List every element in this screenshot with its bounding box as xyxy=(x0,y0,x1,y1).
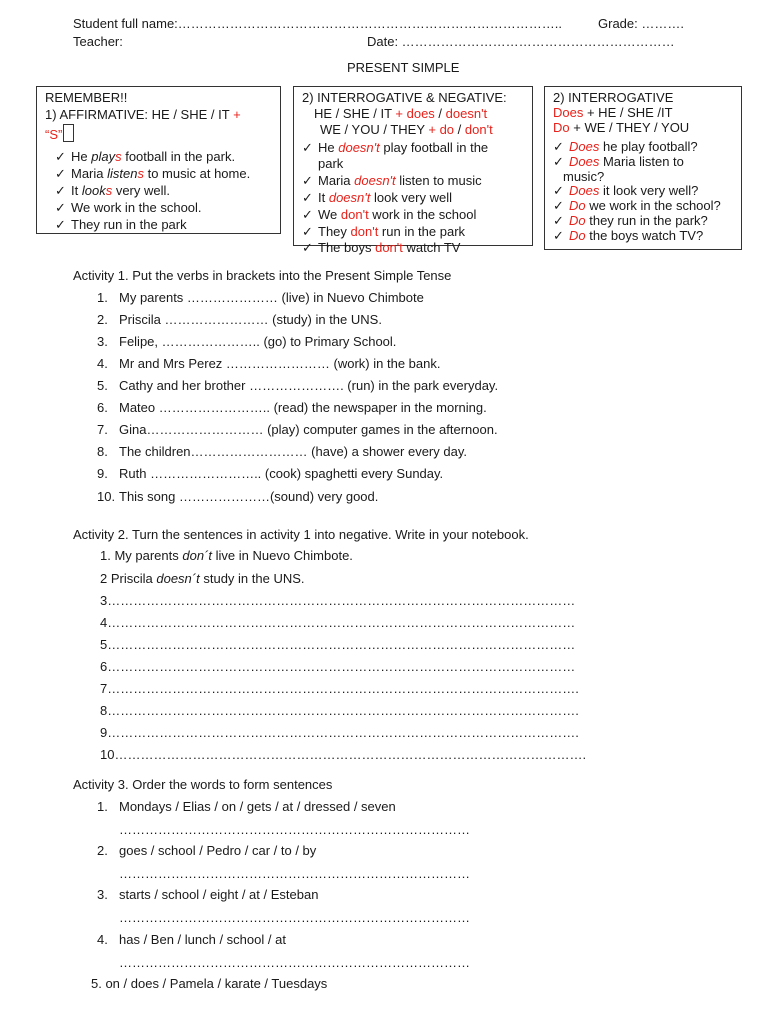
page-title: PRESENT SIMPLE xyxy=(347,60,460,75)
list-item: 1. Mondays / Elias / on / gets / at / dressed / seven xyxy=(97,799,396,814)
rule-line-do: Do + WE / THEY / YOU xyxy=(553,120,690,135)
list-item: 4. has / Ben / lunch / school / at xyxy=(97,932,286,947)
list-item: ✓ Maria doesn't listen to music xyxy=(302,173,482,188)
affirmative-rule-text: 1) AFFIRMATIVE: HE / SHE / IT xyxy=(45,107,234,122)
list-item: ✓ Does he play football? xyxy=(553,139,698,154)
remember-box xyxy=(36,86,281,234)
answer-blank[interactable]: ……………………………………………………………………… xyxy=(119,910,470,925)
list-item: ✓ We work in the school. xyxy=(55,200,202,215)
list-item: 2. goes / school / Pedro / car / to / by xyxy=(97,843,317,858)
interrogative-box xyxy=(544,86,742,250)
check-icon: ✓ xyxy=(55,200,66,215)
cursor-box xyxy=(63,124,74,142)
check-icon: ✓ xyxy=(553,213,564,228)
list-item: ✓ Do we work in the school? xyxy=(553,198,721,213)
list-item-clipped: ✓ The boys don't watch TV xyxy=(302,240,461,255)
list-item: ✓ It looks very well. xyxy=(55,183,170,198)
check-icon: ✓ xyxy=(55,217,66,232)
check-icon: ✓ xyxy=(553,139,564,154)
list-item: 1. My parents ………………… (live) in Nuevo Chimbote xyxy=(97,290,424,305)
check-icon: ✓ xyxy=(302,224,313,239)
rule-line-does: Does + HE / SHE /IT xyxy=(553,105,673,120)
check-icon: ✓ xyxy=(302,140,313,155)
list-item: ✓ It doesn't look very well xyxy=(302,190,452,205)
list-item: 4. Mr and Mrs Perez …………………… (work) in the bank. xyxy=(97,356,441,371)
check-icon: ✓ xyxy=(553,154,564,169)
list-item: ✓ Does it look very well? xyxy=(553,183,699,198)
answer-blank[interactable]: 7………………………………………………………………………………………………. xyxy=(100,681,579,696)
list-item: 2. Priscila …………………… (study) in the UNS. xyxy=(97,312,382,327)
answer-blank[interactable]: ……………………………………………………………………… xyxy=(119,822,470,837)
answer-blank[interactable]: 8………………………………………………………………………………………………. xyxy=(100,703,579,718)
activity2-title: Activity 2. Turn the sentences in activity 1 into negative. Write in your notebook. xyxy=(73,527,529,542)
list-item: 10. This song …………………(sound) very good. xyxy=(97,489,379,504)
check-icon: ✓ xyxy=(55,166,66,181)
interrogative-heading: 2) INTERROGATIVE xyxy=(553,90,674,105)
interrogative-negative-box xyxy=(293,86,533,255)
answer-blank[interactable]: 5……………………………………………………………………………………………… xyxy=(100,637,576,652)
activity3-title: Activity 3. Order the words to form sentences xyxy=(73,777,333,792)
plus-sign: + xyxy=(233,107,241,122)
list-item: ✓ Does Maria listen to xyxy=(553,154,684,169)
answer-blank[interactable]: ……………………………………………………………………… xyxy=(119,866,470,881)
answer-blank[interactable]: 4……………………………………………………………………………………………… xyxy=(100,615,576,630)
check-icon: ✓ xyxy=(302,190,313,205)
example-line-2: 2 Priscila doesn´t study in the UNS. xyxy=(100,571,305,586)
check-icon: ✓ xyxy=(553,228,564,243)
list-item: 3. starts / school / eight / at / Esteban xyxy=(97,887,319,902)
teacher-label: Teacher: xyxy=(73,34,123,49)
list-item-continuation: park xyxy=(318,156,344,171)
answer-blank[interactable]: 9………………………………………………………………………………………………. xyxy=(100,725,579,740)
list-item: ✓ Do they run in the park? xyxy=(553,213,708,228)
rule-line-he-she-it: HE / SHE / IT + does / doesn't xyxy=(314,106,488,121)
s-rule xyxy=(45,124,74,143)
list-item: 9. Ruth …………………….. (cook) spaghetti every Sunday. xyxy=(97,466,444,481)
rule-line-we-you-they: WE / YOU / THEY + do / don't xyxy=(320,122,493,137)
answer-blank[interactable]: 10………………………………………………………………………………………………. xyxy=(100,747,587,762)
check-icon: ✓ xyxy=(55,183,66,198)
list-item: ✓ They run in the park xyxy=(55,217,187,232)
interrogative-negative-heading: 2) INTERROGATIVE & NEGATIVE: xyxy=(302,90,507,105)
s-letter: “S” xyxy=(45,127,63,142)
check-icon: ✓ xyxy=(302,207,313,222)
list-item: 8. The children……………………… (have) a shower every day. xyxy=(97,444,467,459)
answer-blank[interactable]: ……………………………………………………………………… xyxy=(119,955,470,970)
check-icon: ✓ xyxy=(302,240,313,255)
example-line-1: 1. My parents don´t live in Nuevo Chimbote. xyxy=(100,548,353,563)
check-icon: ✓ xyxy=(553,183,564,198)
list-item: ✓ Do the boys watch TV? xyxy=(553,228,704,243)
list-item: ✓ We don't work in the school xyxy=(302,207,477,222)
check-icon: ✓ xyxy=(55,149,66,164)
list-item: 7. Gina……………………… (play) computer games in the afternoon. xyxy=(97,422,498,437)
remember-heading: REMEMBER!! xyxy=(45,90,128,105)
list-item: ✓ They don't run in the park xyxy=(302,224,466,239)
affirmative-rule xyxy=(45,107,241,123)
activity1-title: Activity 1. Put the verbs in brackets into the Present Simple Tense xyxy=(73,268,452,283)
check-icon: ✓ xyxy=(302,173,313,188)
list-item: 6. Mateo …………………….. (read) the newspaper in the morning. xyxy=(97,400,487,415)
list-item: ✓ He plays football in the park. xyxy=(55,149,236,164)
list-item: 5. Cathy and her brother …………………. (run) in the park everyday. xyxy=(97,378,499,393)
student-name-label: Student full name:…………………………………………………………………………….. xyxy=(73,16,563,31)
list-item: 3. Felipe, ………………….. (go) to Primary School. xyxy=(97,334,397,349)
answer-blank[interactable]: 3……………………………………………………………………………………………… xyxy=(100,593,576,608)
list-item-continuation: music? xyxy=(563,169,605,184)
date-label: Date: ……………………………………………………… xyxy=(367,34,675,49)
list-item: ✓ He doesn't play football in the xyxy=(302,140,489,155)
list-item: ✓ Maria listens to music at home. xyxy=(55,166,251,181)
grade-label: Grade: ………. xyxy=(598,16,684,31)
check-icon: ✓ xyxy=(553,198,564,213)
answer-blank[interactable]: 6……………………………………………………………………………………………… xyxy=(100,659,576,674)
list-item: 5. on / does / Pamela / karate / Tuesdays xyxy=(91,976,328,991)
